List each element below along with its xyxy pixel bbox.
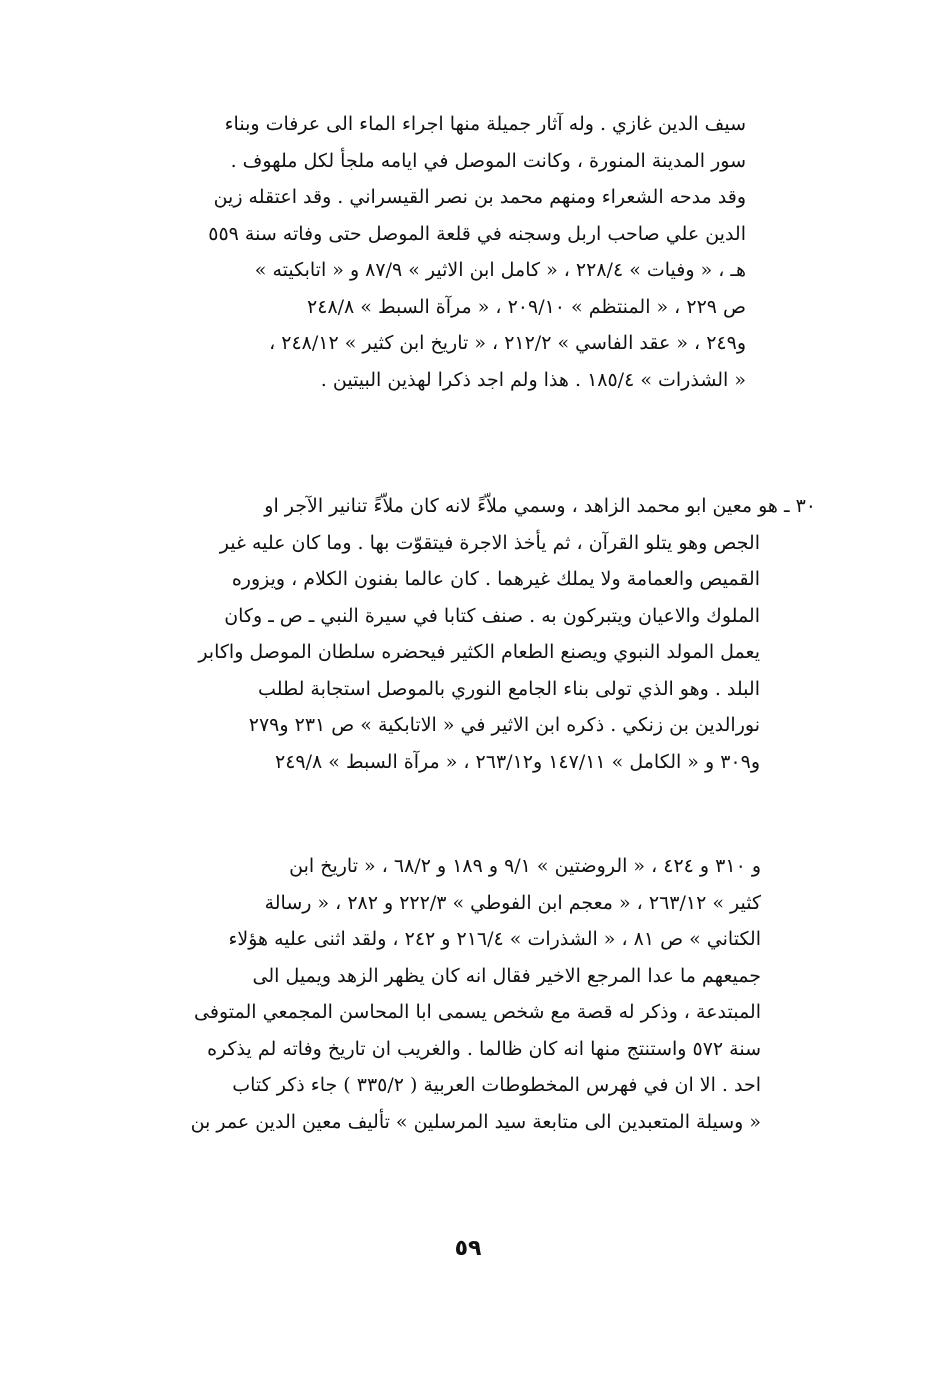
footnote-30 (96, 488, 816, 780)
text-line: « وسيلة المتعبدين الى متابعة سيد المرسلين » تأليف معين الدين عمر بن (190, 1110, 761, 1133)
text-line: المبتدعة ، وذكر له قصة مع شخص يسمى ابا المحاسن المجمعي المتوفى (194, 1001, 761, 1023)
text-line: سنة ٥٧٢ واستنتج منها انه كان ظالما . والغريب ان تاريخ وفاته لم يذكره (207, 1037, 761, 1060)
footnote-30-continuation (41, 848, 761, 1140)
text-line: و ٣١٠ و ٤٢٤ ، « الروضتين » ٩/١ و ١٨٩ و ٦٨/٢ ، « تاريخ ابن (289, 855, 761, 877)
text-line: سيف الدين غازي . وله آثار جميلة منها اجراء الماء الى عرفات وبناء (224, 113, 746, 135)
text-line: الملوك والاعيان ويتبركون به . صنف كتابا في سيرة النبي ـ ص ـ وكان (224, 604, 760, 627)
text-line: القميص والعمامة ولا يملك غيرهما . كان عالما بفنون الكلام ، ويزوره (231, 568, 760, 590)
text-line: هـ ، « وفيات » ٢٢٨/٤ ، « كامل ابن الاثير » ٨٧/٩ و « اتابكيته » (254, 259, 746, 281)
text-line: وقد مدحه الشعراء ومنهم محمد بن نصر القيسراني . وقد اعتقله زين (213, 186, 746, 208)
text-line: نورالدين بن زنكي . ذكره ابن الاثير في « الاتابكية » ص ٢٣١ و٢٧٩ (248, 714, 760, 736)
page-number: ٥٩ (454, 1236, 482, 1261)
text-line: الكتاني » ص ٨١ ، « الشذرات » ٢١٦/٤ و ٢٤٢ ، ولقد اثنى عليه هؤلاء (228, 928, 761, 950)
text-line: الدين علي صاحب اربل وسجنه في قلعة الموصل حتى وفاته سنة ٥٥٩ (208, 222, 746, 245)
text-line: كثير » ٢٦٣/١٢ ، « معجم ابن الفوطي » ٢٢٢/٣ و ٢٨٢ ، « رسالة (264, 891, 761, 914)
text-line: و٢٤٩ ، « عقد الفاسي » ٢١٢/٢ ، « تاريخ ابن كثير » ٢٤٨/١٢ ، (269, 332, 746, 354)
text-line: سور المدينة المنورة ، وكانت الموصل في ايامه ملجأ لكل ملهوف . (230, 149, 746, 172)
footnote-29-continuation (96, 106, 746, 398)
text-line: « الشذرات » ١٨٥/٤ . هذا ولم اجد ذكرا لهذين البيتين . (320, 368, 746, 391)
text-line: الجص وهو يتلو القرآن ، ثم يأخذ الاجرة فيتقوّت بها . وما كان عليه غير (219, 531, 760, 554)
text-line: ٣٠ ـ هو معين ابو محمد الزاهد ، وسمي ملاّءً لانه كان ملاّءً تنانير الآجر او (264, 495, 816, 517)
text-line: و٣٠٩ و « الكامل » ١٤٧/١١ و٢٦٣/١٢ ، « مرآة السبط » ٢٤٩/٨ (275, 750, 760, 773)
text-line: البلد . وهو الذي تولى بناء الجامع النوري بالموصل استجابة لطلب (258, 677, 760, 700)
text-line: احد . الا ان في فهرس المخطوطات العربية ( ٣٣٥/٢ ) جاء ذكر كتاب (232, 1074, 761, 1096)
text-line: ص ٢٢٩ ، « المنتظم » ٢٠٩/١٠ ، « مرآة السبط » ٢٤٨/٨ (307, 295, 746, 318)
text-line: يعمل المولد النبوي ويصنع الطعام الكثير فيحضره سلطان الموصل واكابر (198, 641, 760, 663)
text-line: جميعهم ما عدا المرجع الاخير فقال انه كان يظهر الزهد ويميل الى (252, 964, 761, 987)
